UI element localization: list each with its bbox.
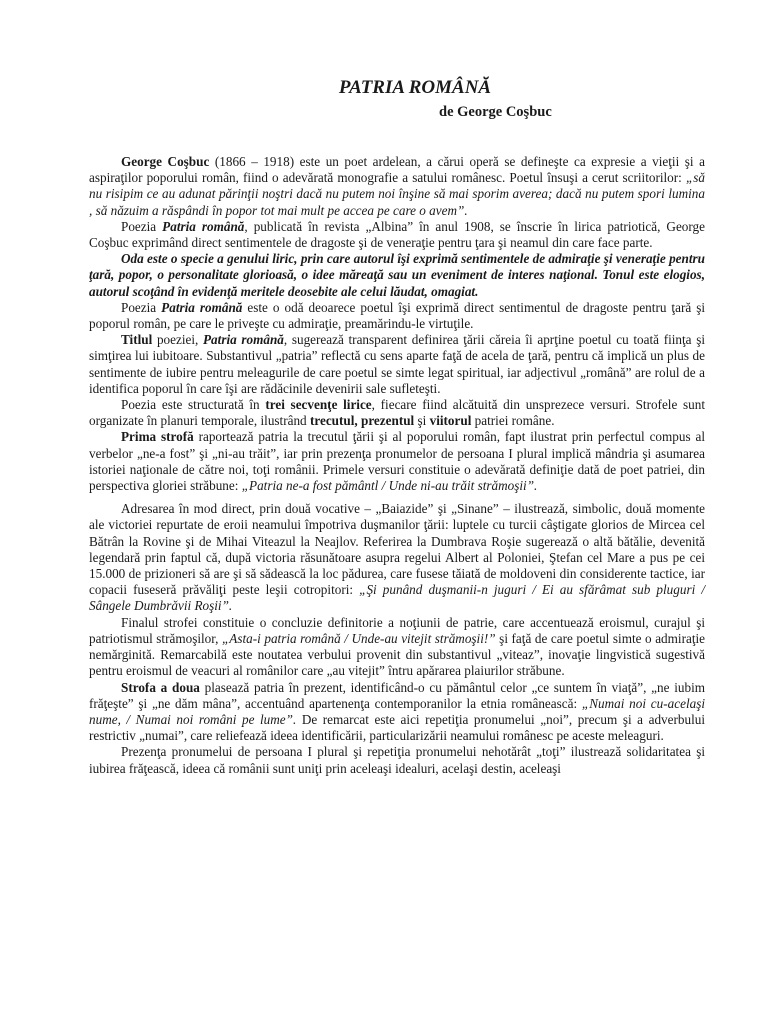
text-run: trecutul, prezentul [309,413,415,429]
paragraph-first-stanza [89,429,705,494]
text-run: George Coşbuc [121,154,210,169]
text-run: Patria română [162,218,245,234]
text-run: şi [414,413,430,429]
text-run: Adresarea în mod direct, prin două vocative – „Baiazide” şi „Sinane” – ilustrează, simbolic, două momente ale victoriei repurtate de eroii neamului împotriva duşmanilor ţării: luptele cu turcii câştigate glorios de Mircea cel Bătrân la Rovine şi de Mihai Viteazul la Neajlov. Referirea la Dumbrava Roşie sugerează o altă bătălie, devenită legendară prin faptul că, după victoria răsunătoare asupra regelui Albert al Poloniei, Ştefan cel Mare a pus pe cei 15.000 de prizioneri să are şi să sădească la loc pădurea, care fusese tăiată de moldoveni din considerente tactice, iar copacii fuseseră prăvăliţi peste leşii cotropitori: [89,501,705,598]
text-run: De remarcat este aici repetiţia pronumelui „noi”, precum şi a adverbului restrictiv „numai”, care reliefează ideea identificării, particularizării neamului românesc pe aceste meleaguri. [89,711,705,744]
paragraph-pronouns [89,744,705,776]
text-run: Prezenţa pronumelui de persoana I plural şi repetiţia pronumelui nehotărât „toţi” ilustrează solidaritatea şi iubirea frăţească, ideea că românii sunt uniţi prin aceleaşi idealuri, acelaşi destin, aceleaşi [89,744,705,776]
paragraph-vocatives [89,501,705,614]
text-run: (1866 – 1918) este un poet ardelean, a cărui operă se defineşte ca expresie a vieţii şi a aspiraţilor poporului român, fiind o adevărată monografie a satului românesc. Poetul însuşi a cerut scriitorilor: [89,154,705,186]
text-run: „Şi punând duşmanii-n juguri / Ei au sfărâmat sub pluguri / Sângele Dumbrăvii Roşii”. [89,582,705,614]
text-run: „Patria ne-a fost pământl / Unde ni-au trăit strămoşii”. [241,478,538,494]
text-run: Finalul strofei constituie o concluzie definitorie a noţiunii de patrie, care accentuează eroismul, curajul şi patriotismul strămoşilor, [89,614,705,646]
text-run: trei secvenţe lirice [265,397,372,413]
text-run: , fiecare fiind alcătuită din unsprezece versuri. Strofele sunt organizate în planuri temporale, ilustrând [89,397,705,429]
text-run: Poezia [121,218,163,234]
paragraph-structure [89,397,705,429]
text-run: , publicată în revista „Albina” în anul 1908, se înscrie în lirica patriotică, George Coşbuc exprimând direct sentimentele de dragoste şi de veneraţie pentru ţara şi neamul din care face parte. [89,218,706,251]
text-run: patriei române. [471,413,555,429]
document-page [89,76,705,777]
text-run: Poezia [121,299,162,315]
text-run: Patria română [161,299,243,315]
text-run: Poezia este structurată în [121,397,266,413]
text-run: este o odă deoarece poetul îşi exprimă direct sentimentul de dragoste pentru ţară şi poporul român, pe care le priveşte cu admiraţie, preamărindu-le virtuţile. [89,299,705,332]
text-run: Oda este o specie a genului liric, prin care autorul îşi exprimă sentimentele de admiraţie şi veneraţie pentru ţară, popor, o personalitate glorioasă, o idee măreaţă sau un eveniment de interes naţional. Tonul este elogios, autorul scoţând în evidenţă meritele deosebite ale celui lăudat, omagiat. [89,251,705,299]
text-run: plasează patria în prezent, identificând-o cu pământul celor „ce suntem în viaţă”, „ne iubim frăţeşte” şi „ne dăm mâna”, accentuând apartenenţa contemporanilor la etnia românească: [89,679,706,711]
document-author: de George Coşbuc [439,104,552,120]
text-run: Prima strofă [121,429,194,445]
text-run: Patria română [203,332,284,348]
text-run: „să nu risipim ce au adunat părinţii noştri dacă nu putem noi înşine să mai sporim averea; dacă nu putem spori lumina , să năzuim a răspândi în popor tot mai mult pe accea pe care o avem”. [89,170,705,218]
title-spacer [89,121,705,154]
text-run: „Asta-i patria română / Unde-au vitejit strămoşii!” [221,630,496,646]
paragraph-ode-definition [89,251,705,300]
paragraph-poem-context [89,219,705,251]
paragraph-stanza-ending [89,615,705,680]
paragraph-title-analysis [89,332,705,397]
document-title: PATRIA ROMÂNĂ [338,77,492,98]
text-run: raportează patria la trecutul ţării şi al poporului român, fapt ilustrat prin perfectul compus al verbelor „ne-a fost” şi „ni-au trăit”, iar prin prezenţa pronumelor de persoana I plural implică mândria şi asumarea istoriei naţionale de către noi, toţi românii. Primele versuri constituie o adevărată definiţie dată de poet patriei, din perspectiva gloriei străbune: [89,429,705,494]
text-run: , sugerează transparent definirea ţării căreia îi aprţine poetul cu toată fiinţa şi simţirea lui iubitoare. Substantivul „patria” reflectă cu sens aparte faţă de acela de ţară, pentru că implică un plus de sentimente de iubire pentru meleagurile de care poetul se simte legat spiritual, iar adjectivul „română” are rolul de a identifica poporul în care îşi are rădăcinile devenirii sale sufleteşti. [89,332,705,396]
paragraph-ode-argument [89,300,705,332]
text-run: poeziei, [152,332,203,348]
document-body [89,154,705,777]
text-run: Strofa a doua [121,679,200,695]
paragraph-intro [89,154,705,219]
text-run: viitorul [429,413,472,429]
text-run: şi faţă de care poetul simte o admiraţie nemărginită. Remarcabilă este noutatea verbului provenit din substantivul „viteaz”, inovaţie lingvistică sugestivă pentru eroismul de veacuri al românilor care „au vitejit” întru apărarea plaiurilor străbune. [89,630,705,679]
text-run: „Numai noi cu-acelaşi nume, / Numai noi români pe lume”. [89,695,705,727]
paragraph-second-stanza [89,680,705,745]
text-run: Titlul [121,332,153,348]
